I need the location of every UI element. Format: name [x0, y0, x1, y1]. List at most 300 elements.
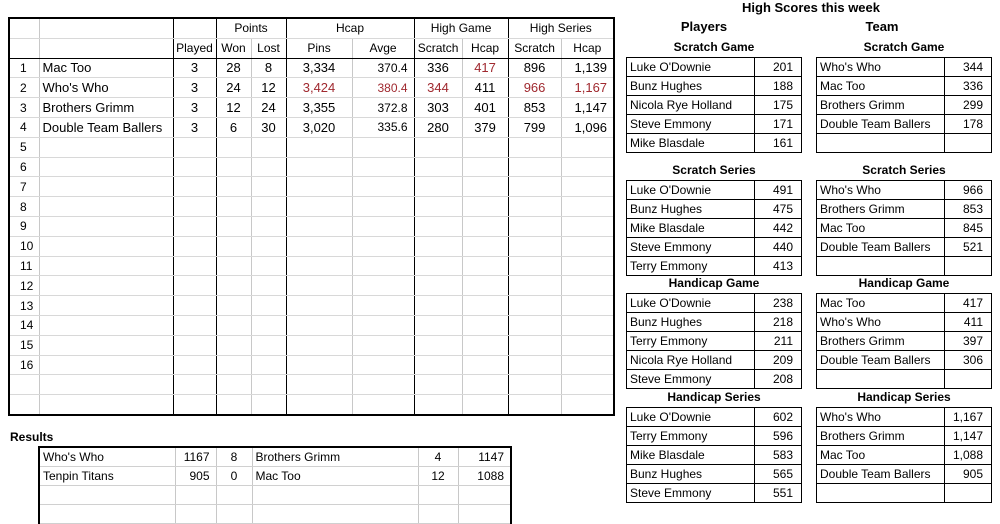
played: 3 [173, 117, 216, 137]
players-handicap-series-title: Handicap Series [667, 390, 761, 404]
empty-cell [414, 236, 462, 256]
result-row [39, 467, 511, 486]
result-row [39, 447, 511, 467]
empty-cell [251, 256, 286, 276]
list-item [817, 257, 992, 276]
bowler-name: Terry Emmony [627, 332, 755, 351]
bowler-name: Bunz Hughes [627, 200, 755, 219]
list-item [627, 351, 802, 370]
empty-cell [216, 157, 251, 177]
list-item [627, 257, 802, 276]
score: 397 [945, 332, 992, 351]
bowler-name: Steve Emmony [627, 484, 755, 503]
pins: 3,355 [286, 98, 352, 118]
list-item [627, 238, 802, 257]
empty-cell [173, 177, 216, 197]
list-item [817, 294, 992, 313]
empty-cell [286, 177, 352, 197]
empty-cell [352, 335, 414, 355]
bowler-name: Mike Blasdale [627, 446, 755, 465]
empty-cell [216, 216, 251, 236]
results-title: Results [10, 430, 54, 444]
empty-cell [173, 375, 216, 395]
list-item [627, 465, 802, 484]
empty-cell [216, 137, 251, 157]
bowler-name: Brothers Grimm [817, 427, 945, 446]
rank: 16 [9, 355, 39, 375]
score: 602 [755, 408, 802, 427]
points-a [216, 505, 252, 524]
bowler-name: Brothers Grimm [817, 96, 945, 115]
score: 1,167 [945, 408, 992, 427]
score: 551 [755, 484, 802, 503]
bowler-name: Luke O'Downie [627, 181, 755, 200]
empty-cell [286, 236, 352, 256]
hcap-header: Hcap [286, 18, 414, 38]
score: 218 [755, 313, 802, 332]
players-scratch-series-table [626, 180, 802, 276]
bowler-name: Mac Too [817, 294, 945, 313]
rank [9, 395, 39, 415]
empty-cell [286, 137, 352, 157]
empty-cell [462, 177, 508, 197]
empty-cell [251, 137, 286, 157]
rank: 9 [9, 216, 39, 236]
list-item [817, 313, 992, 332]
empty-cell [508, 355, 561, 375]
lost: 24 [251, 98, 286, 118]
list-item [817, 238, 992, 257]
bowler-name: Bunz Hughes [627, 465, 755, 484]
list-item [817, 484, 992, 503]
bowler-name: Mac Too [817, 446, 945, 465]
bowler-name: Double Team Ballers [817, 465, 945, 484]
team-scratch-game-table [816, 57, 992, 153]
score: 853 [945, 200, 992, 219]
score: 201 [755, 58, 802, 77]
list-item [627, 219, 802, 238]
empty-cell [414, 395, 462, 415]
points-b [418, 486, 458, 505]
team-name: Who's Who [39, 78, 173, 98]
table-row-empty [9, 395, 614, 415]
empty-cell [173, 335, 216, 355]
empty-cell [216, 335, 251, 355]
team-a: Who's Who [39, 447, 175, 467]
empty-cell [561, 375, 614, 395]
list-item [817, 465, 992, 484]
list-item [627, 332, 802, 351]
empty-cell [508, 216, 561, 236]
empty-cell [251, 197, 286, 217]
won: 24 [216, 78, 251, 98]
list-item [817, 446, 992, 465]
bowler-name: Luke O'Downie [627, 58, 755, 77]
empty-cell [561, 296, 614, 316]
players-handicap-game-table [626, 293, 802, 389]
empty-cell [286, 315, 352, 335]
empty-cell [352, 177, 414, 197]
col-lost: Lost [251, 38, 286, 58]
empty-cell [173, 236, 216, 256]
bowler-name: Steve Emmony [627, 115, 755, 134]
empty-cell [508, 137, 561, 157]
empty-cell [216, 375, 251, 395]
empty-cell [508, 296, 561, 316]
team-handicap-series-table [816, 407, 992, 503]
avge: 372.8 [352, 98, 414, 118]
score: 596 [755, 427, 802, 446]
empty-cell [39, 375, 173, 395]
empty-cell [251, 157, 286, 177]
bowler-name: Mac Too [817, 219, 945, 238]
group-header-row [9, 18, 614, 38]
empty-cell [414, 315, 462, 335]
bowler-name: Who's Who [817, 408, 945, 427]
empty-cell [39, 216, 173, 236]
hg-scratch: 344 [414, 78, 462, 98]
rank [9, 375, 39, 395]
empty-cell [414, 335, 462, 355]
pins: 3,020 [286, 117, 352, 137]
list-item [627, 408, 802, 427]
col-hg-hcap: Hcap [462, 38, 508, 58]
empty-cell [251, 216, 286, 236]
empty-cell [39, 256, 173, 276]
empty-cell [39, 236, 173, 256]
empty-cell [251, 315, 286, 335]
hs-hcap: 1,139 [561, 58, 614, 78]
hs-scratch: 853 [508, 98, 561, 118]
empty-cell [216, 197, 251, 217]
players-scratch-series-title: Scratch Series [672, 163, 756, 177]
played: 3 [173, 78, 216, 98]
empty-cell [414, 216, 462, 236]
score: 211 [755, 332, 802, 351]
empty-cell [352, 375, 414, 395]
score-b: 1147 [458, 447, 511, 467]
list-item [627, 181, 802, 200]
list-item [817, 77, 992, 96]
empty-cell [39, 335, 173, 355]
list-item [627, 294, 802, 313]
empty-cell [352, 315, 414, 335]
score: 413 [755, 257, 802, 276]
score: 336 [945, 77, 992, 96]
empty-cell [39, 355, 173, 375]
empty-cell [173, 256, 216, 276]
table-row-empty [9, 236, 614, 256]
team-scratch-series-table [816, 180, 992, 276]
score: 175 [755, 96, 802, 115]
score: 966 [945, 181, 992, 200]
points-header: Points [216, 18, 286, 38]
team-b: Mac Too [252, 467, 418, 486]
empty-cell [251, 335, 286, 355]
team-name: Double Team Ballers [39, 117, 173, 137]
result-row [39, 486, 511, 505]
team-handicap-game-table [816, 293, 992, 389]
list-item [627, 200, 802, 219]
empty-cell [508, 177, 561, 197]
bowler-name: Mike Blasdale [627, 219, 755, 238]
empty-cell [352, 137, 414, 157]
empty-cell [286, 276, 352, 296]
empty-cell [39, 315, 173, 335]
rank: 11 [9, 256, 39, 276]
col-won: Won [216, 38, 251, 58]
empty-cell [39, 296, 173, 316]
hs-scratch: 799 [508, 117, 561, 137]
empty-cell [216, 315, 251, 335]
list-item [817, 351, 992, 370]
standings-table [8, 17, 615, 416]
empty-cell [462, 355, 508, 375]
bowler-name: Double Team Ballers [817, 238, 945, 257]
lost: 8 [251, 58, 286, 78]
list-item [817, 181, 992, 200]
empty-cell [251, 177, 286, 197]
list-item [627, 115, 802, 134]
hs-scratch: 966 [508, 78, 561, 98]
bowler-name: Bunz Hughes [627, 77, 755, 96]
played: 3 [173, 58, 216, 78]
score: 1,088 [945, 446, 992, 465]
bowler-name: Bunz Hughes [627, 313, 755, 332]
empty-cell [286, 296, 352, 316]
list-item [627, 370, 802, 389]
empty-cell [414, 276, 462, 296]
bowler-name: Terry Emmony [627, 257, 755, 276]
bowler-name: Brothers Grimm [817, 332, 945, 351]
rank: 3 [9, 98, 39, 118]
team-a [39, 505, 175, 524]
empty-cell [286, 157, 352, 177]
empty-cell [39, 197, 173, 217]
score: 411 [945, 313, 992, 332]
empty-cell [508, 256, 561, 276]
hg-scratch: 303 [414, 98, 462, 118]
bowler-name: Nicola Rye Holland [627, 96, 755, 115]
empty-cell [286, 375, 352, 395]
rank: 13 [9, 296, 39, 316]
won: 12 [216, 98, 251, 118]
score: 178 [945, 115, 992, 134]
players-handicap-game-title: Handicap Game [668, 276, 760, 290]
empty-cell [561, 216, 614, 236]
rank: 12 [9, 276, 39, 296]
hg-hcap: 411 [462, 78, 508, 98]
players-handicap-series-table [626, 407, 802, 503]
table-row [9, 78, 614, 98]
empty-cell [414, 197, 462, 217]
list-item [817, 408, 992, 427]
empty-cell [561, 236, 614, 256]
empty-cell [173, 395, 216, 415]
empty-cell [462, 395, 508, 415]
empty-cell [173, 276, 216, 296]
avge: 380.4 [352, 78, 414, 98]
score: 565 [755, 465, 802, 484]
team-scratch-game-title: Scratch Game [863, 40, 945, 54]
table-row-empty [9, 276, 614, 296]
empty-cell [173, 315, 216, 335]
score: 171 [755, 115, 802, 134]
table-row-empty [9, 157, 614, 177]
score: 905 [945, 465, 992, 484]
list-item [627, 96, 802, 115]
empty-cell [216, 177, 251, 197]
empty-cell [216, 256, 251, 276]
hg-hcap: 401 [462, 98, 508, 118]
empty-cell [173, 157, 216, 177]
list-item [627, 77, 802, 96]
empty-cell [286, 335, 352, 355]
high-game-header: High Game [414, 18, 508, 38]
score-b [458, 486, 511, 505]
empty-cell [216, 355, 251, 375]
table-row [9, 98, 614, 118]
score-b: 1088 [458, 467, 511, 486]
bowler-name: Brothers Grimm [817, 200, 945, 219]
bowler-name: Who's Who [817, 313, 945, 332]
empty-cell [352, 276, 414, 296]
empty-cell [251, 395, 286, 415]
table-row-empty [9, 177, 614, 197]
score: 583 [755, 446, 802, 465]
points-b: 4 [418, 447, 458, 467]
team-name: Mac Too [39, 58, 173, 78]
empty-cell [462, 137, 508, 157]
empty-cell [251, 236, 286, 256]
score: 475 [755, 200, 802, 219]
hs-hcap: 1,147 [561, 98, 614, 118]
empty-cell [462, 157, 508, 177]
score: 417 [945, 294, 992, 313]
high-series-header: High Series [508, 18, 614, 38]
score: 521 [945, 238, 992, 257]
empty-cell [286, 395, 352, 415]
lost: 12 [251, 78, 286, 98]
hg-scratch: 336 [414, 58, 462, 78]
empty-cell [462, 296, 508, 316]
empty-cell [414, 375, 462, 395]
list-item [627, 446, 802, 465]
avge: 370.4 [352, 58, 414, 78]
empty-cell [352, 236, 414, 256]
score: 1,147 [945, 427, 992, 446]
empty-cell [414, 177, 462, 197]
empty-cell [462, 276, 508, 296]
empty-cell [561, 256, 614, 276]
score-a: 905 [175, 467, 216, 486]
score: 440 [755, 238, 802, 257]
players-scratch-game-table [626, 57, 802, 153]
table-row-empty [9, 335, 614, 355]
pins: 3,424 [286, 78, 352, 98]
empty-cell [561, 335, 614, 355]
results-table [38, 446, 512, 524]
empty-cell [251, 355, 286, 375]
empty-cell [173, 216, 216, 236]
empty-cell [173, 137, 216, 157]
table-row-empty [9, 315, 614, 335]
col-hg-scratch: Scratch [414, 38, 462, 58]
points-a: 0 [216, 467, 252, 486]
empty-cell [561, 177, 614, 197]
hg-hcap: 379 [462, 117, 508, 137]
hs-hcap: 1,167 [561, 78, 614, 98]
score: 491 [755, 181, 802, 200]
empty-cell [251, 296, 286, 316]
list-item [627, 427, 802, 446]
score: 209 [755, 351, 802, 370]
empty-cell [352, 157, 414, 177]
empty-cell [462, 236, 508, 256]
table-row-empty [9, 216, 614, 236]
empty-cell [352, 256, 414, 276]
rank: 14 [9, 315, 39, 335]
table-row-empty [9, 197, 614, 217]
empty-cell [508, 335, 561, 355]
bowler-name: Steve Emmony [627, 370, 755, 389]
empty-cell [414, 256, 462, 276]
team-name: Brothers Grimm [39, 98, 173, 118]
bowler-name: Double Team Ballers [817, 115, 945, 134]
list-item [817, 219, 992, 238]
bowler-name: Who's Who [817, 181, 945, 200]
empty-cell [352, 355, 414, 375]
empty-cell [173, 355, 216, 375]
table-row-empty [9, 256, 614, 276]
empty-cell [173, 197, 216, 217]
empty-cell [286, 197, 352, 217]
table-row [9, 58, 614, 78]
table-row-empty [9, 355, 614, 375]
score: 845 [945, 219, 992, 238]
empty-cell [508, 276, 561, 296]
list-item [817, 134, 992, 153]
rank: 8 [9, 197, 39, 217]
table-row-empty [9, 296, 614, 316]
points-a: 8 [216, 447, 252, 467]
avge: 335.6 [352, 117, 414, 137]
list-item [627, 134, 802, 153]
players-title: Players [680, 19, 728, 34]
bowler-name [817, 484, 945, 503]
team-b [252, 505, 418, 524]
team-a [39, 486, 175, 505]
empty-cell [251, 276, 286, 296]
score: 161 [755, 134, 802, 153]
empty-cell [352, 216, 414, 236]
lost: 30 [251, 117, 286, 137]
hs-hcap: 1,096 [561, 117, 614, 137]
team-scratch-series-title: Scratch Series [862, 163, 946, 177]
team-b: Brothers Grimm [252, 447, 418, 467]
col-avge: Avge [352, 38, 414, 58]
score [945, 484, 992, 503]
empty-cell [561, 197, 614, 217]
played: 3 [173, 98, 216, 118]
rank: 6 [9, 157, 39, 177]
empty-cell [352, 197, 414, 217]
rank: 1 [9, 58, 39, 78]
empty-cell [561, 315, 614, 335]
rank: 7 [9, 177, 39, 197]
empty-cell [462, 216, 508, 236]
high-scores-title: High Scores this week [742, 0, 880, 15]
